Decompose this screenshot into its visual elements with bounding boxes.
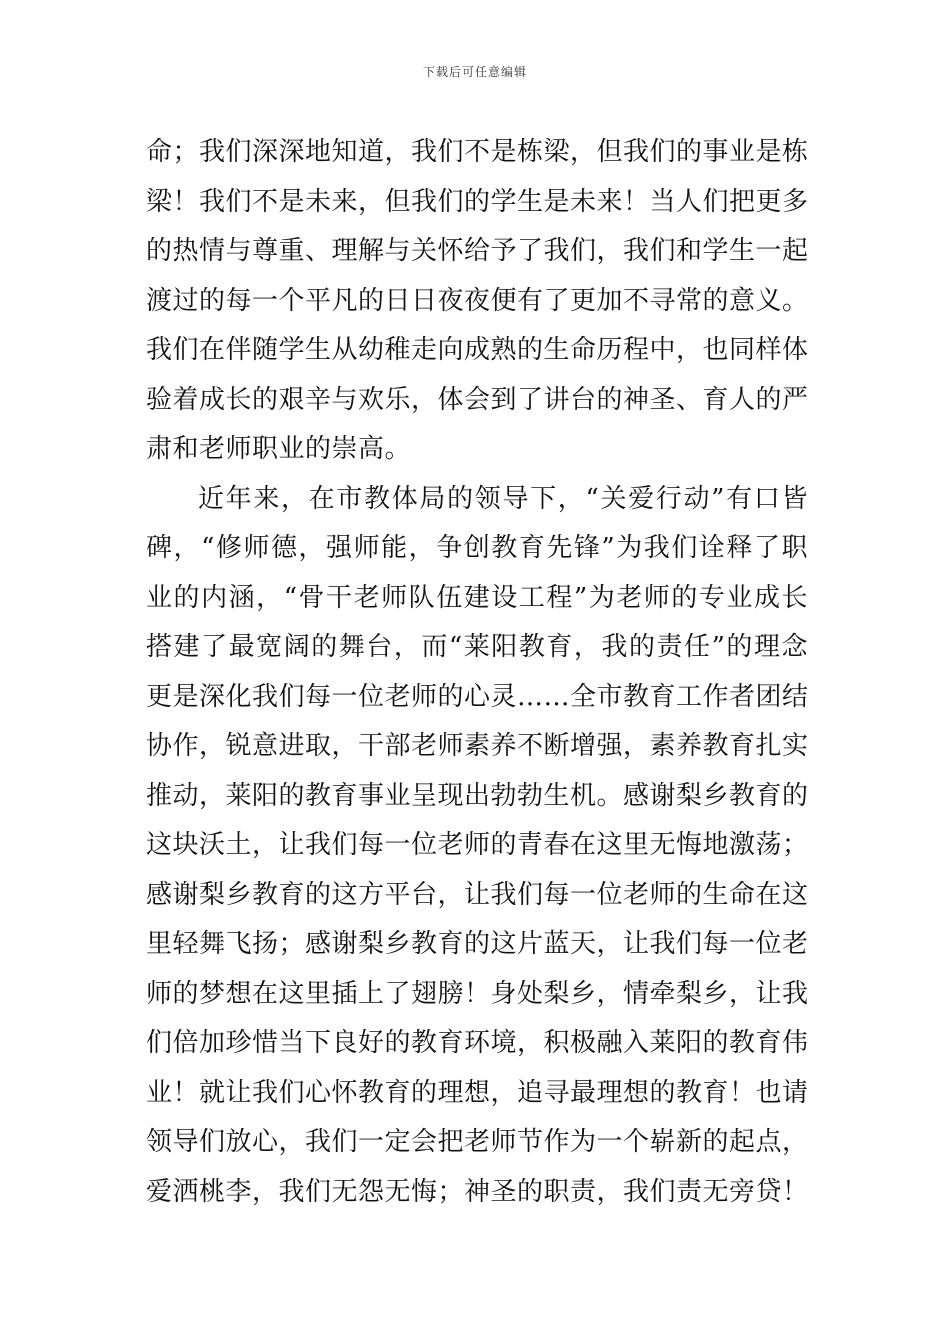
text-line: 搭建了最宽阔的舞台，而“莱阳教育，我的责任”的理念	[146, 632, 808, 662]
text-line: 师的梦想在这里插上了翅膀！身处梨乡，情牵梨乡，让我	[146, 978, 809, 1009]
text-line: 碑，“修师德，强师能，争创教育先锋”为我们诠释了职	[146, 533, 808, 563]
paragraph-2	[146, 475, 808, 1218]
text-line: 这块沃土，让我们每一位老师的青春在这里无悔地激荡；	[146, 830, 809, 860]
text-line: 肃和老师职业的崇高。	[146, 434, 412, 464]
text-line: 近年来，在市教体局的领导下，“关爱行动”有口皆	[198, 483, 808, 514]
text-line: 更是深化我们每一位老师的心灵……全市教育工作者团结	[146, 681, 809, 712]
text-line: 我们在伴随学生从幼稚走向成熟的生命历程中，也同样体	[146, 335, 809, 365]
text-line: 爱洒桃李，我们无怨无悔；神圣的职责，我们责无旁贷！	[146, 1176, 809, 1207]
document-body	[146, 128, 808, 1217]
text-line: 感谢梨乡教育的这方平台，让我们每一位老师的生命在这	[146, 879, 809, 910]
text-line: 命；我们深深地知道，我们不是栋梁，但我们的事业是栋	[146, 137, 809, 167]
text-line: 们倍加珍惜当下良好的教育环境，积极融入莱阳的教育伟	[146, 1028, 809, 1058]
text-line: 协作，锐意进取，干部老师素养不断增强，素养教育扎实	[146, 731, 809, 761]
text-line: 领导们放心，我们一定会把老师节作为一个崭新的起点，	[146, 1127, 809, 1157]
text-line: 推动，莱阳的教育事业呈现出勃勃生机。感谢梨乡教育的	[146, 780, 809, 811]
text-line: 渡过的每一个平凡的日日夜夜便有了更加不寻常的意义。	[146, 285, 809, 316]
text-line: 业！就让我们心怀教育的理想，追寻最理想的教育！也请	[146, 1077, 809, 1108]
text-line: 验着成长的艰辛与欢乐，体会到了讲台的神圣、育人的严	[146, 384, 809, 415]
text-line: 梁！我们不是未来，但我们的学生是未来！当人们把更多	[146, 186, 809, 217]
text-line: 业的内涵，“骨干老师队伍建设工程”为老师的专业成长	[146, 582, 808, 613]
text-line: 的热情与尊重、理解与关怀给予了我们，我们和学生一起	[146, 236, 809, 266]
text-line: 里轻舞飞扬；感谢梨乡教育的这片蓝天，让我们每一位老	[146, 929, 809, 959]
page-header: 下载后可任意编辑	[422, 65, 527, 79]
paragraph-1	[146, 128, 808, 475]
